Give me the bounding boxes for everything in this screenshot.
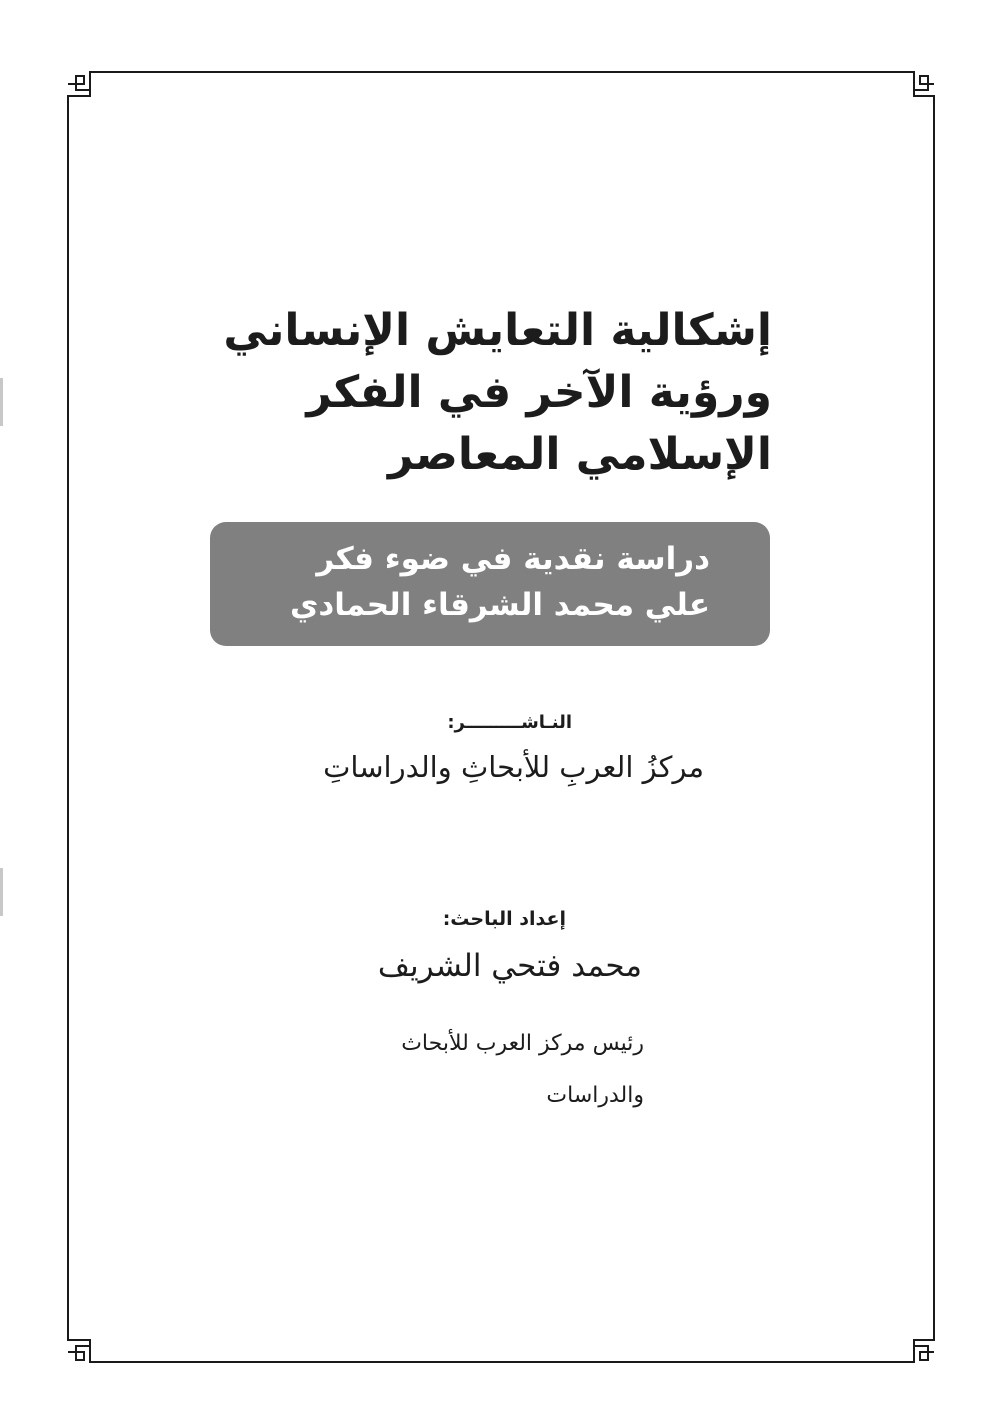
subtitle-line: علي محمد الشرقاء الحمادي xyxy=(289,587,710,623)
title-line: ورؤية الآخر في الفكر xyxy=(306,367,772,418)
publisher-name: مركزُ العربِ للأبحاثِ والدراساتِ xyxy=(323,750,704,784)
publisher-label: النـاشـــــــــر: xyxy=(447,712,572,733)
corner-ornament-bottom-right xyxy=(914,1346,934,1360)
book-title xyxy=(212,300,772,486)
author-role xyxy=(401,1018,644,1122)
corner-ornament-bottom-left xyxy=(68,1346,90,1360)
book-subtitle xyxy=(290,536,710,628)
corner-ornament-top-left xyxy=(68,76,90,90)
author-role-line: رئيس مركز العرب للأبحاث xyxy=(401,1031,644,1056)
subtitle-line: دراسة نقدية في ضوء فكر xyxy=(316,541,710,577)
title-line: إشكالية التعايش الإنساني xyxy=(223,305,772,356)
author-role-line: والدراسات xyxy=(546,1083,644,1108)
edge-mark-upper xyxy=(0,378,3,426)
author-name: محمد فتحي الشريف xyxy=(377,948,642,984)
edge-mark-lower xyxy=(0,868,3,916)
corner-ornament-top-right xyxy=(914,76,934,90)
title-line: الإسلامي المعاصر xyxy=(388,429,772,480)
author-label: إعداد الباحث: xyxy=(442,908,566,930)
